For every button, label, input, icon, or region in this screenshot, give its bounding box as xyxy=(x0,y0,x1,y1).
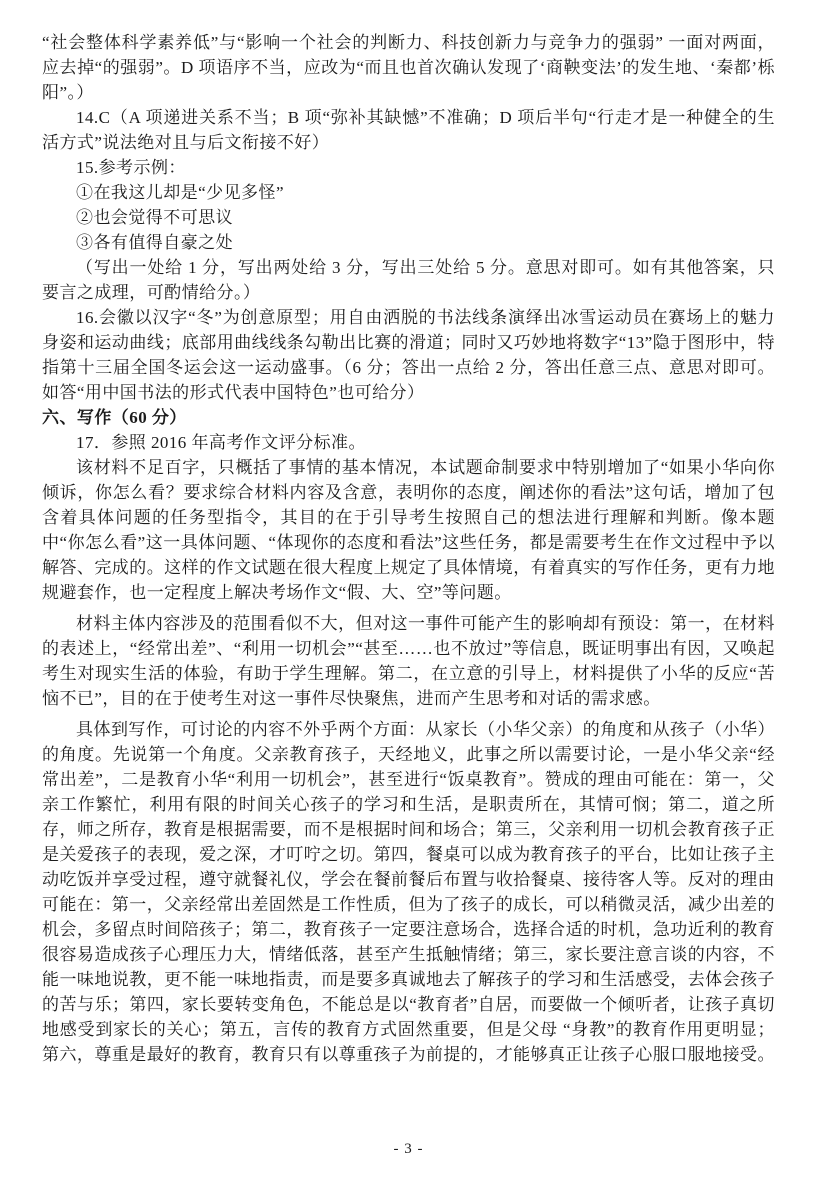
answer-15-item-3: ③各有值得自豪之处 xyxy=(76,233,234,252)
answer-15-item-1: ①在我这儿却是“少见多怪” xyxy=(76,183,284,202)
answer-17-heading: 17．参照 2016 年高考作文评分标准。 xyxy=(76,433,366,452)
document-content xyxy=(42,30,775,1067)
answer-15-item-2: ②也会觉得不可思议 xyxy=(76,208,234,227)
answer-17-analysis-2: 材料主体内容涉及的范围看似不大，但对这一事件可能产生的影响却有预设：第一，在材料的表述上，“经常出差”、“利用一切机会”“甚至……也不放过”等信息，既证明事出有因，又唤起考生对现实生活的体验，有助于学生理解。第二，在立意的引导上，材料提供了小华的反应“苦恼不已”，目的在于使考生对这一事件尽快聚焦，进而产生思考和对话的需求感。 xyxy=(42,614,775,708)
answer-13-continuation: “社会整体科学素养低”与“影响一个社会的判断力、科技创新力与竞争力的强弱” 一面对两面，应去掉“的强弱”。D 项语序不当，应改为“而且也首次确认发现了‘商鞅变法’的发生地、‘秦都’栎阳”。） xyxy=(42,33,775,102)
section-6-heading: 六、写作（60 分） xyxy=(42,408,187,427)
answer-15-scoring-note: （写出一处给 1 分，写出两处给 3 分，写出三处给 5 分。意思对即可。如有其他答案，只要言之成理，可酌情给分。） xyxy=(42,258,775,302)
answer-17-analysis-3: 具体到写作，可讨论的内容不外乎两个方面：从家长（小华父亲）的角度和从孩子（小华）的角度。先说第一个角度。父亲教育孩子，天经地义，此事之所以需要讨论，一是小华父亲“经常出差”，二是教育小华“利用一切机会”，甚至进行“饭桌教育”。赞成的理由可能在：第一，父亲工作繁忙，利用有限的时间关心孩子的学习和生活，是职责所在，其情可悯；第二，道之所存，师之所存，教育是根据需要，而不是根据时间和场合；第三，父亲利用一切机会教育孩子正是关爱孩子的表现，爱之深，才叮咛之切。第四，餐桌可以成为教育孩子的平台，比如让孩子主动吃饭并享受过程，遵守就餐礼仪，学会在餐前餐后布置与收拾餐桌、接待客人等。反对的理由可能在：第一，父亲经常出差固然是工作性质，但为了孩子的成长，可以稍微灵活，减少出差的机会，多留点时间陪孩子；第二，教育孩子一定要注意场合，选择合适的时机，急功近利的教育很容易造成孩子心理压力大，情绪低落，甚至产生抵触情绪；第三，家长要注意言谈的内容，不能一味地说教，更不能一味地指责，而是要多真诚地去了解孩子的学习和生活感受，去体会孩子的苦与乐；第四，家长要转变角色，不能总是以“教育者”自居，而要做一个倾听者，让孩子真切地感受到家长的关心；第五，言传的教育方式固然重要，但是父母 “身教”的教育作用更明显；第六，尊重是最好的教育，教育只有以尊重孩子为前提的，才能够真正让孩子心服口服地接受。 xyxy=(42,720,775,1064)
answer-14: 14.C（A 项递进关系不当；B 项“弥补其缺憾”不准确；D 项后半句“行走才是一种健全的生活方式”说法绝对且与后文衔接不好） xyxy=(42,108,775,152)
answer-15-heading: 15.参考示例： xyxy=(76,158,186,177)
page-number: - 3 - xyxy=(393,1141,424,1157)
answer-16: 16.会徽以汉字“冬”为创意原型；用自由洒脱的书法线条演绎出冰雪运动员在赛场上的魅力身姿和运动曲线；底部用曲线线条勾勒出比赛的滑道；同时又巧妙地将数字“13”隐于图形中，特指第十三届全国冬运会这一运动盛事。（6 分；答出一点给 2 分，答出任意三点、意思对即可。如答“用中国书法的形式代表中国特色”也可给分） xyxy=(42,308,775,402)
answer-17-analysis-1: 该材料不足百字，只概括了事情的基本情况，本试题命制要求中特别增加了“如果小华向你倾诉，你怎么看？要求综合材料内容及含意，表明你的态度，阐述你的看法”这句话，增加了包含着具体问题的任务型指令，其目的在于引导考生按照自己的想法进行理解和判断。像本题中“你怎么看”这一具体问题、“体现你的态度和看法”这些任务，都是需要考生在作文过程中予以解答、完成的。这样的作文试题在很大程度上规定了具体情境，有着真实的写作任务，更有力地规避套作，也一定程度上解决考场作文“假、大、空”等问题。 xyxy=(42,458,775,602)
